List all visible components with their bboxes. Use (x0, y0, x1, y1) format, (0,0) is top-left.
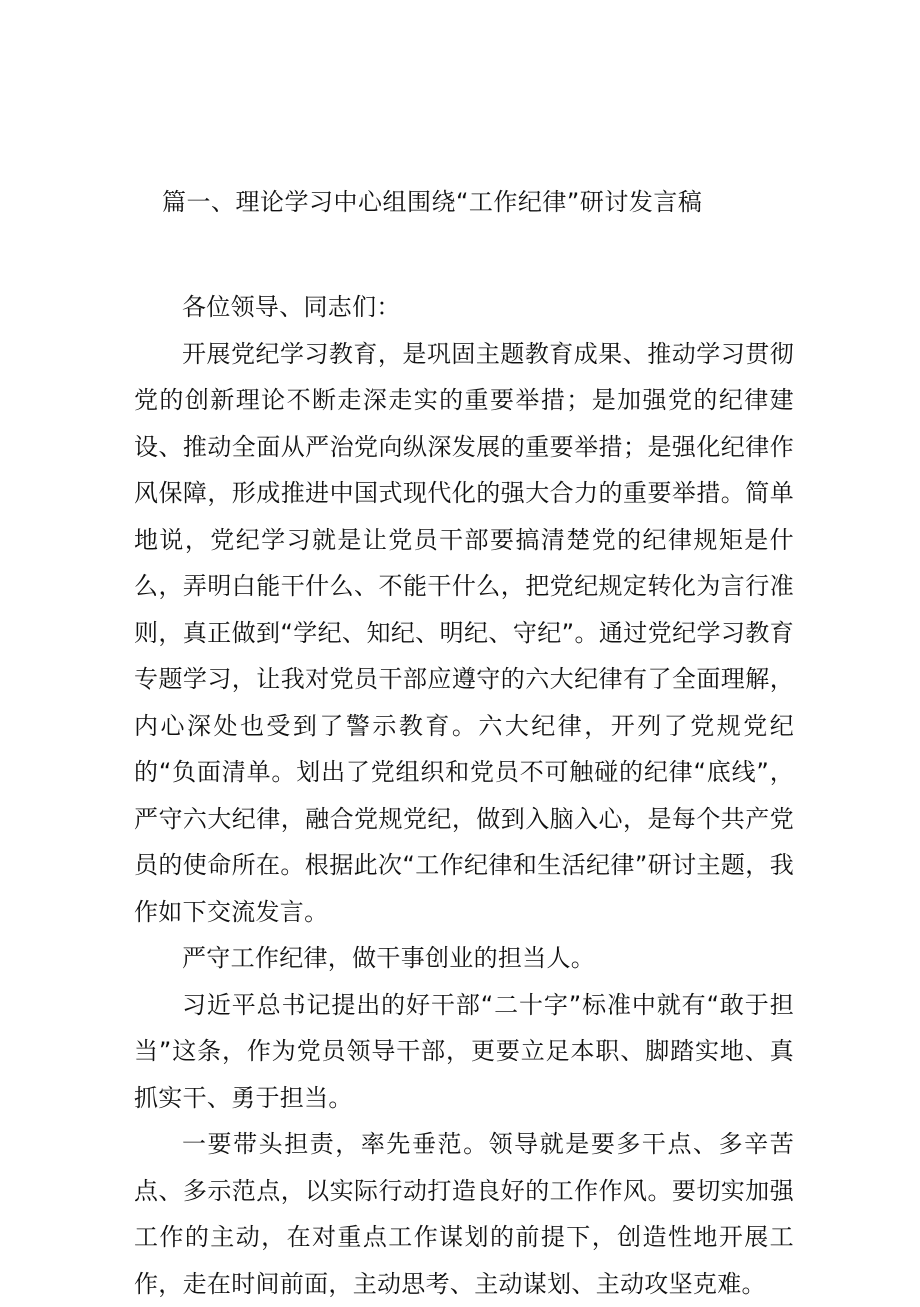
paragraph-intro: 开展党纪学习教育，是巩固主题教育成果、推动学习贯彻党的创新理论不断走深走实的重要举措；是加强党的纪律建设、推动全面从严治党向纵深发展的重要举措；是强化纪律作风保障，形成推进中国式现代化的强大合力的重要举措。简单地说，党纪学习就是让党员干部要搞清楚党的纪律规矩是什么，弄明白能干什么、不能干什么，把党纪规定转化为言行准则，真正做到“学纪、知纪、明纪、守纪”。通过党纪学习教育专题学习，让我对党员干部应遵守的六大纪律有了全面理解，内心深处也受到了警示教育。六大纪律，开列了党规党纪的“负面清单。划出了党组织和党员不可触碰的纪律“底线”，严守六大纪律，融合党规党纪，做到入脑入心，是每个共产党员的使命所在。根据此次“工作纪律和生活纪律”研讨主题，我作如下交流发言。 (134, 339, 794, 926)
document-body (134, 284, 794, 1307)
paragraph-point-one: 一要带头担责，率先垂范。领导就是要多干点、多辛苦点、多示范点，以实际行动打造良好的工作作风。要切实加强工作的主动，在对重点工作谋划的前提下，创造性地开展工作，走在时间前面，主动思考、主动谋划、主动攻坚克难。 (134, 1130, 794, 1298)
paragraph-standard: 习近平总书记提出的好干部“二十字”标准中就有“敢于担当”这条，作为党员领导干部，更要立足本职、脚踏实地、真抓实干、勇于担当。 (134, 990, 794, 1112)
document-title: 篇一、理论学习中心组围绕“工作纪律”研讨发言稿 (162, 188, 703, 216)
paragraph-section-heading: 严守工作纪律，做干事创业的担当人。 (182, 944, 596, 972)
paragraph-greeting: 各位领导、同志们： (182, 293, 401, 321)
